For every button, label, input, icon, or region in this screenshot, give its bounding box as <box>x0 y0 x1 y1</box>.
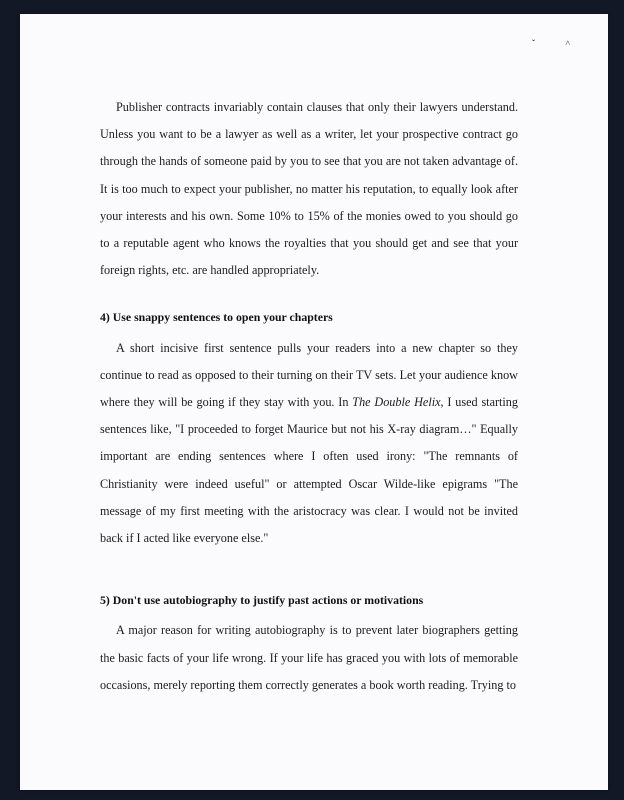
section-5-paragraph: A major reason for writing autobiography is to prevent later biographers getting the basic facts of your life wrong. If your life has graced you with lots of memorable occasions, merely reporting them correctly generates a book worth reading. Trying to <box>100 623 518 692</box>
section-4-text-b: , I used starting sentences like, "I proceeded to forget Maurice but not his X-ray diagram…" Equally important are ending sentences where I often used irony: "The remnants of Christianity were indeed useful" or attempted Oscar Wilde-like epigrams "The message of my first meeting with the aristocracy was clear. I would not be invited back if I acted like everyone else." <box>100 395 518 546</box>
section-4-paragraph <box>100 335 518 553</box>
document-body <box>100 94 518 699</box>
document-page <box>20 14 608 790</box>
corner-marks: ˇ ˄ <box>532 38 585 48</box>
section-4-heading: 4) Use snappy sentences to open your chapters <box>100 310 333 325</box>
section-5-heading: 5) Don't use autobiography to justify past actions or motivations <box>100 593 424 608</box>
book-title: The Double Helix <box>352 395 441 410</box>
section-4-text-a: A short incisive first sentence pulls your readers into a new chapter so they continue to read as opposed to their turning on their TV sets. Let your audience know where they will be going if they stay with you. In <box>100 340 518 410</box>
paragraph-publisher-contracts: Publisher contracts invariably contain clauses that only their lawyers understand. Unless you want to be a lawyer as well as a writer, let your prospective contract go through the hands of someone paid by you to see that you are not taken advantage of. It is too much to expect your publisher, no matter his reputation, to equally look after your interests and his own. Some 10% to 15% of the monies owed to you should go to a reputable agent who knows the royalties that you should get and see that your foreign rights, etc. are handled appropriately. <box>100 100 518 278</box>
